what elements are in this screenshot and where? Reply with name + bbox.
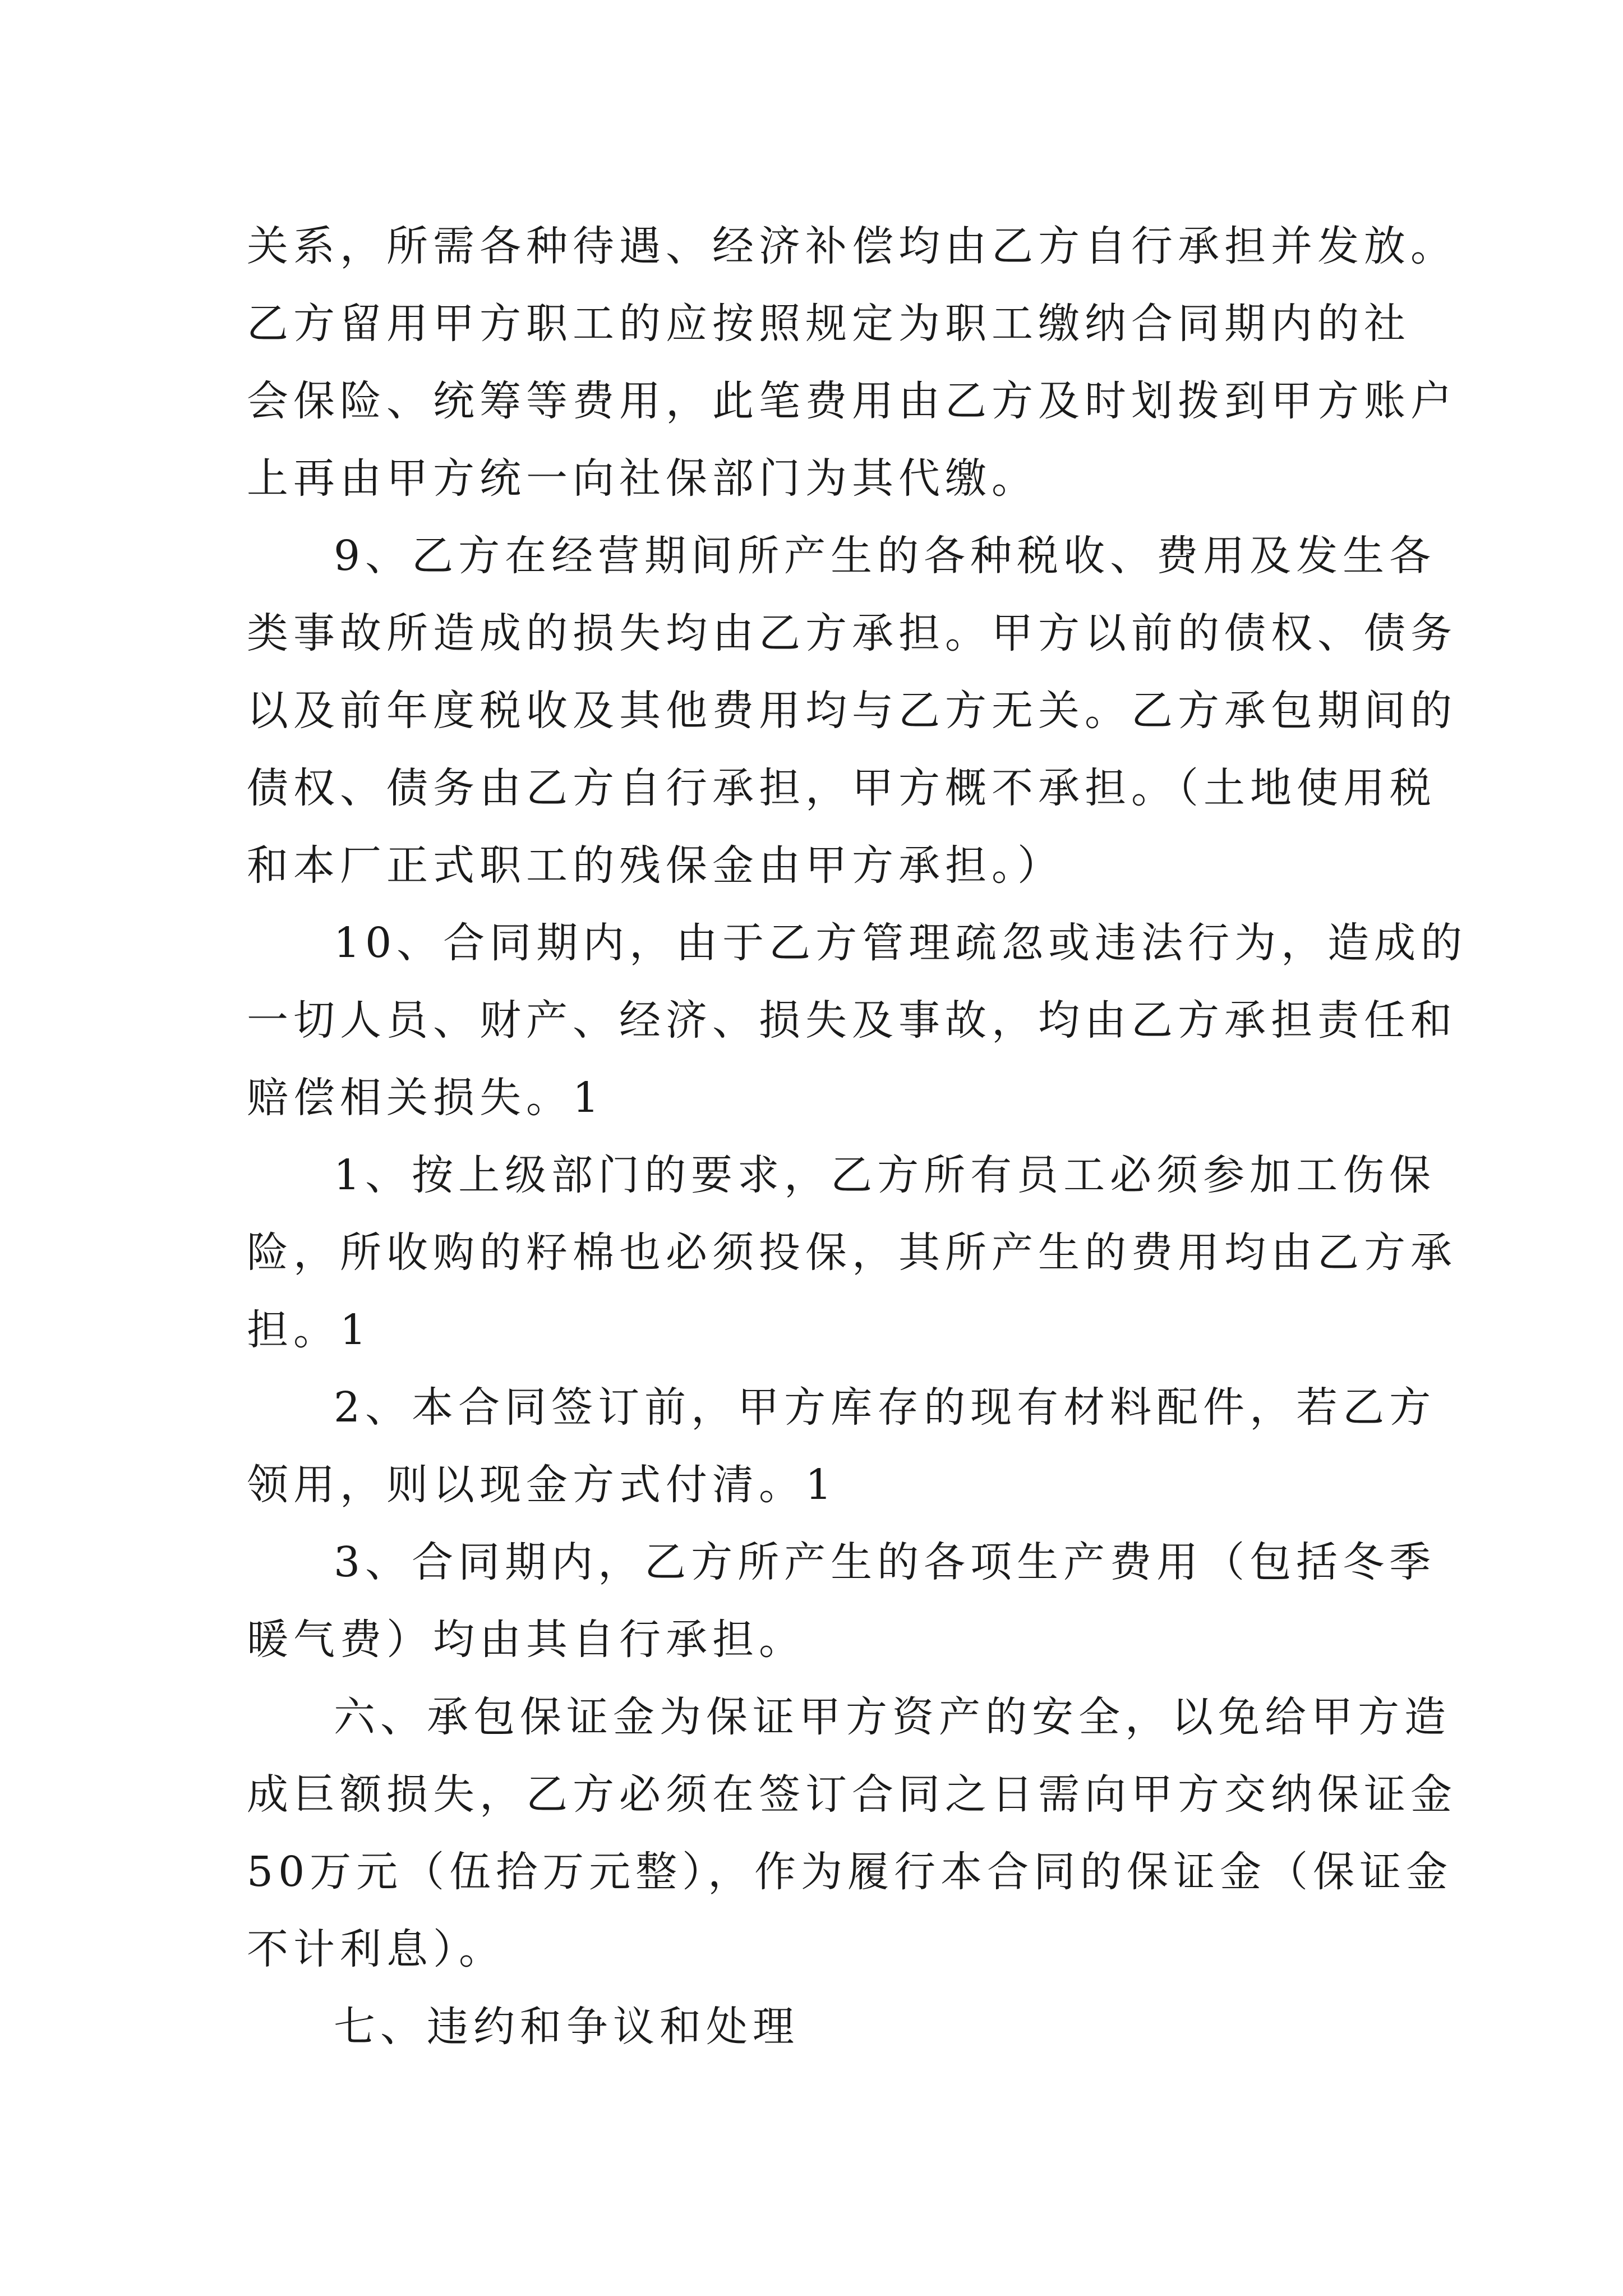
text-line: 一切人员、财产、经济、损失及事故，均由乙方承担责任和 — [247, 996, 1457, 1045]
text-line: 和本厂正式职工的残保金由甲方承担。） — [247, 841, 1064, 890]
text-line: 领用，则以现金方式付清。1 — [247, 1461, 837, 1509]
text-line: 上再由甲方统一向社保部门为其代缴。 — [247, 454, 1038, 503]
paragraph-start-line: 六、承包保证金为保证甲方资产的安全，以免给甲方造 — [334, 1693, 1451, 1741]
paragraph-start-line: 2、本合同签订前，甲方库存的现有材料配件，若乙方 — [334, 1383, 1436, 1432]
text-line: 50万元（伍拾万元整），作为履行本合同的保证金（保证金 — [247, 1848, 1453, 1896]
text-line: 成巨额损失，乙方必须在签订合同之日需向甲方交纳保证金 — [247, 1770, 1457, 1819]
paragraph-start-line: 9、乙方在经营期间所产生的各种税收、费用及发生各 — [334, 532, 1436, 580]
text-line: 会保险、统筹等费用，此笔费用由乙方及时划拨到甲方账户 — [247, 377, 1457, 425]
text-line: 债权、债务由乙方自行承担，甲方概不承担。（土地使用税 — [247, 764, 1436, 812]
paragraph-start-line: 10、合同期内，由于乙方管理疏忽或违法行为，造成的 — [334, 919, 1468, 967]
section-heading-line: 七、违约和争议和处理 — [334, 2003, 799, 2051]
document-body — [247, 208, 1468, 2065]
text-line: 不计利息）。 — [247, 1925, 505, 1973]
text-line: 乙方留用甲方职工的应按照规定为职工缴纳合同期内的社 — [247, 300, 1410, 348]
text-line: 暖气费）均由其自行承担。 — [247, 1616, 805, 1664]
paragraph-start-line: 1、按上级部门的要求，乙方所有员工必须参加工伤保 — [334, 1151, 1436, 1199]
text-line: 担。1 — [247, 1306, 372, 1354]
text-line: 关系，所需各种待遇、经济补偿均由乙方自行承担并发放。 — [247, 222, 1457, 270]
text-line: 赔偿相关损失。1 — [247, 1074, 605, 1122]
text-line: 类事故所造成的损失均由乙方承担。甲方以前的债权、债务 — [247, 609, 1457, 657]
text-line: 以及前年度税收及其他费用均与乙方无关。乙方承包期间的 — [247, 687, 1457, 735]
paragraph-start-line: 3、合同期内，乙方所产生的各项生产费用（包括冬季 — [334, 1538, 1436, 1586]
text-line: 险，所收购的籽棉也必须投保，其所产生的费用均由乙方承 — [247, 1228, 1457, 1277]
